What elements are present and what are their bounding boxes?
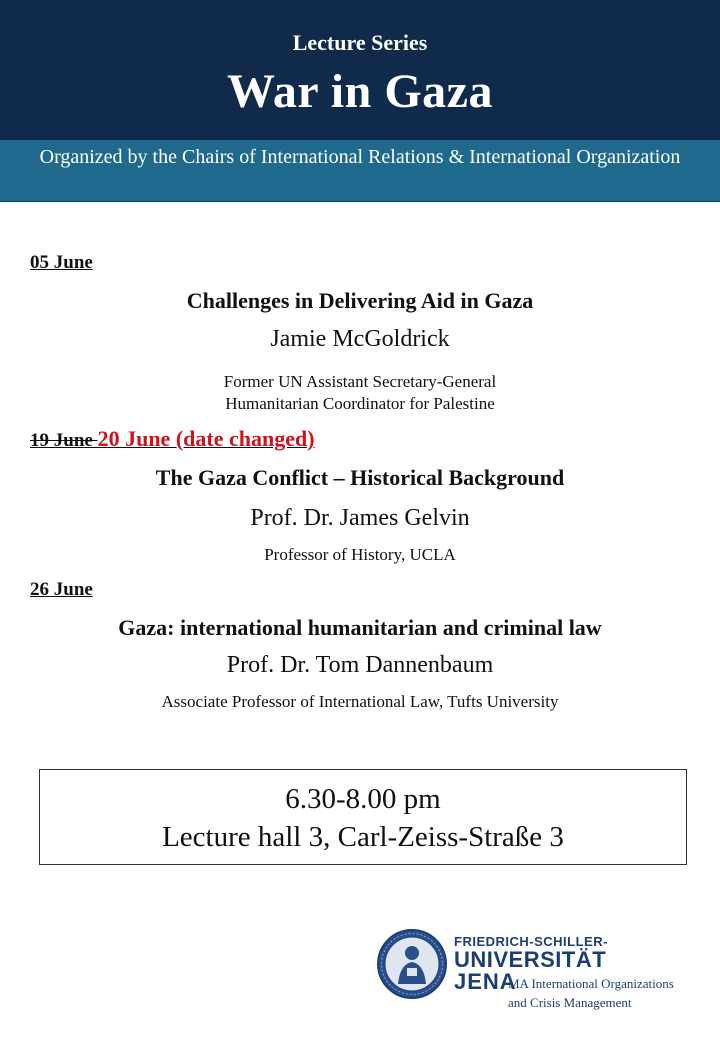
lecture-2-title: The Gaza Conflict – Historical Background: [155, 465, 565, 490]
lecture-2-new-date: 20 June (date changed): [97, 426, 315, 451]
lecture-1-title: Challenges in Delivering Aid in Gaza: [186, 288, 534, 313]
university-name-line-1: FRIEDRICH-SCHILLER-: [454, 934, 608, 949]
lecture-1-role-line-2: Humanitarian Coordinator for Palestine: [225, 394, 495, 413]
lecture-3-date: 26 June: [30, 579, 93, 600]
header-banner: [0, 0, 720, 140]
lecture-1-role-line-1: Former UN Assistant Secretary-General: [223, 372, 497, 391]
time-location-box: [39, 769, 687, 865]
lecture-3-title: Gaza: international humanitarian and criminal law: [118, 615, 602, 640]
university-logo: [376, 926, 706, 1016]
series-label: Lecture Series: [292, 30, 428, 55]
program-name-line-1: MA International Organizations: [508, 976, 674, 991]
lecture-1-date: 05 June: [30, 252, 93, 273]
lecture-2-date: [30, 426, 315, 452]
program-name: [508, 974, 674, 1012]
lecture-2-old-date: 19 June: [30, 430, 98, 451]
page-title: War in Gaza: [227, 65, 493, 118]
lecture-3-speaker: Prof. Dr. Tom Dannenbaum: [226, 652, 494, 678]
lecture-2-speaker: Prof. Dr. James Gelvin: [250, 505, 470, 531]
organizer-banner: Organized by the Chairs of International Relations & International Organization: [0, 140, 720, 202]
university-name-line-2: UNIVERSITÄT: [454, 947, 607, 972]
lecture-3-role-line-1: Associate Professor of International Law, Tufts University: [161, 692, 559, 711]
event-location: Lecture hall 3, Carl-Zeiss-Straße 3: [162, 821, 564, 853]
lecture-1-speaker: Jamie McGoldrick: [270, 326, 450, 352]
university-name-line-3: JENA: [454, 969, 517, 994]
event-time: 6.30-8.00 pm: [285, 783, 441, 815]
lecture-2-role-line-1: Professor of History, UCLA: [264, 545, 456, 564]
university-seal-icon: [376, 928, 448, 1000]
program-name-line-2: and Crisis Management: [508, 995, 632, 1010]
